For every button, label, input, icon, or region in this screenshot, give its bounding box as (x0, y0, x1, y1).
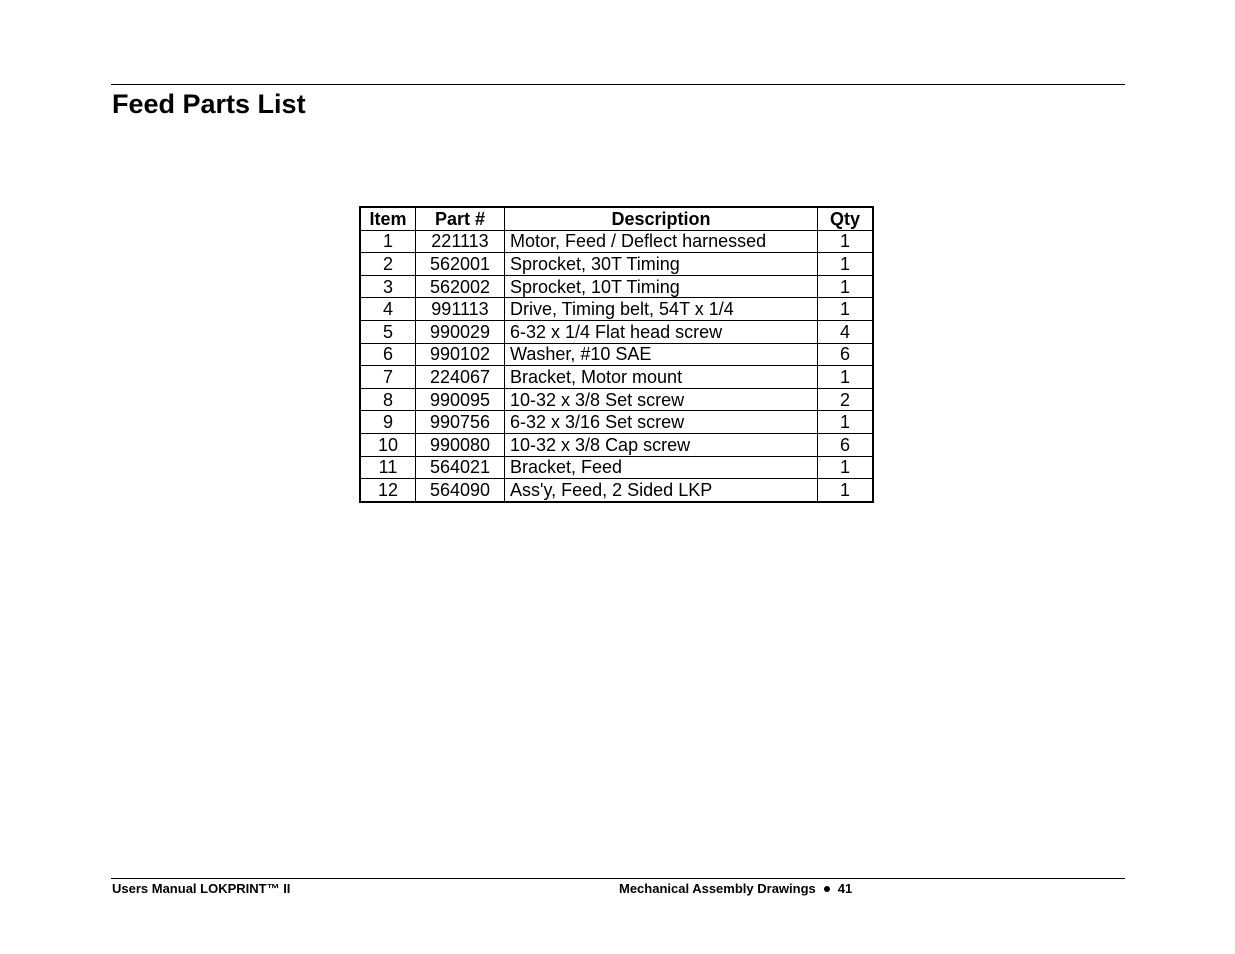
cell-qty: 1 (818, 411, 874, 434)
bullet-icon (824, 886, 830, 892)
table-row (360, 479, 873, 502)
footer-page-number: 41 (837, 881, 853, 896)
cell-qty: 6 (818, 433, 874, 456)
column-header-part: Part # (416, 207, 505, 230)
cell-item: 7 (360, 366, 416, 389)
cell-description: 10-32 x 3/8 Set screw (505, 388, 818, 411)
table-header-row (360, 207, 873, 230)
cell-qty: 1 (818, 253, 874, 276)
footer-page-info (619, 881, 852, 897)
table-row (360, 366, 873, 389)
cell-description: Sprocket, 10T Timing (505, 275, 818, 298)
cell-qty: 4 (818, 320, 874, 343)
cell-part: 991113 (416, 298, 505, 321)
cell-item: 4 (360, 298, 416, 321)
footer-manual-title: Users Manual LOKPRINT™ II (112, 881, 291, 896)
cell-part: 990095 (416, 388, 505, 411)
cell-item: 3 (360, 275, 416, 298)
cell-description: Ass'y, Feed, 2 Sided LKP (505, 479, 818, 502)
column-header-description: Description (505, 207, 818, 230)
cell-item: 5 (360, 320, 416, 343)
footer-section-title: Mechanical Assembly Drawings (619, 881, 816, 896)
table-row (360, 388, 873, 411)
cell-qty: 2 (818, 388, 874, 411)
cell-item: 8 (360, 388, 416, 411)
table-row (360, 433, 873, 456)
cell-description: Bracket, Motor mount (505, 366, 818, 389)
cell-description: Sprocket, 30T Timing (505, 253, 818, 276)
cell-item: 9 (360, 411, 416, 434)
cell-qty: 1 (818, 366, 874, 389)
header-rule (111, 84, 1125, 85)
table-row (360, 456, 873, 479)
cell-part: 224067 (416, 366, 505, 389)
cell-item: 2 (360, 253, 416, 276)
table-row (360, 230, 873, 253)
cell-item: 6 (360, 343, 416, 366)
table-row (360, 253, 873, 276)
table-row (360, 411, 873, 434)
cell-part: 990756 (416, 411, 505, 434)
cell-qty: 1 (818, 230, 874, 253)
cell-qty: 1 (818, 479, 874, 502)
cell-description: Bracket, Feed (505, 456, 818, 479)
column-header-qty: Qty (818, 207, 874, 230)
cell-qty: 6 (818, 343, 874, 366)
cell-description: 6-32 x 3/16 Set screw (505, 411, 818, 434)
cell-qty: 1 (818, 456, 874, 479)
cell-qty: 1 (818, 275, 874, 298)
table-row (360, 343, 873, 366)
cell-part: 562001 (416, 253, 505, 276)
cell-description: Motor, Feed / Deflect harnessed (505, 230, 818, 253)
cell-description: Washer, #10 SAE (505, 343, 818, 366)
column-header-item: Item (360, 207, 416, 230)
table-row (360, 275, 873, 298)
cell-part: 990080 (416, 433, 505, 456)
cell-description: 6-32 x 1/4 Flat head screw (505, 320, 818, 343)
table-row (360, 320, 873, 343)
table-row (360, 298, 873, 321)
cell-part: 221113 (416, 230, 505, 253)
cell-part: 990029 (416, 320, 505, 343)
cell-part: 564021 (416, 456, 505, 479)
page-title: Feed Parts List (112, 89, 306, 119)
cell-qty: 1 (818, 298, 874, 321)
cell-description: 10-32 x 3/8 Cap screw (505, 433, 818, 456)
cell-description: Drive, Timing belt, 54T x 1/4 (505, 298, 818, 321)
cell-part: 990102 (416, 343, 505, 366)
cell-item: 12 (360, 479, 416, 502)
parts-table (359, 206, 874, 503)
cell-part: 562002 (416, 275, 505, 298)
cell-part: 564090 (416, 479, 505, 502)
cell-item: 10 (360, 433, 416, 456)
footer-rule (111, 878, 1125, 879)
cell-item: 1 (360, 230, 416, 253)
cell-item: 11 (360, 456, 416, 479)
